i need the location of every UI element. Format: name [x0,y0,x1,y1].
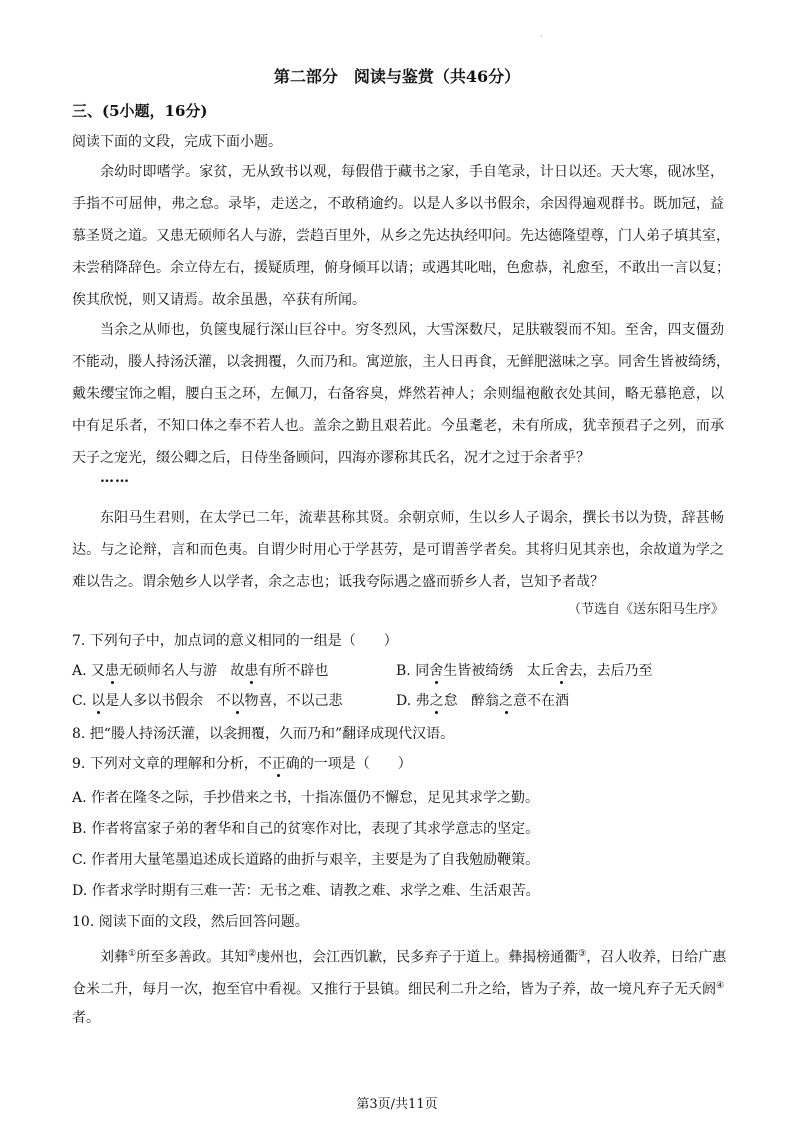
passage-line: 中有足乐者，不知口体之奉不若人也。盖余之勤且艰若此。今虽耄老，未有所成，犹幸预君子之列，而承 [72,418,724,434]
option-text: 有所不辟也 [258,663,329,679]
passage-line: 难以告之。谓余勉乡人以学者，余之志也；诋我夸际遇之盛而骄乡人者，岂知予者哉？ [72,574,604,590]
dotted-word: 之 [499,693,513,709]
option-text: 不 [216,693,231,709]
q9-option-c: C. 作者用大量笔墨追述成长道路的曲折与艰辛，主要是为了自我勉励鞭策。 [72,852,540,868]
dotted-word: 舍 [429,663,444,679]
passage-line [72,938,727,970]
option-label: D. [396,693,412,709]
q9-option-b: B. 作者将富家子弟的奢华和自己的贫寒作对比，表现了其求学意志的坚定。 [72,821,540,837]
q9-option-d: D. 作者求学时期有三难一苦：无书之难、请教之难、求学之难、生活艰苦。 [72,883,540,899]
option-text: 是人多以书假余 [105,693,204,709]
option-text: 物喜，不以己悲 [244,693,343,709]
passage-line: 达。与之论辩，言和而色夷。自谓少时用心于学甚劳，是可谓善学者矣。其将归见其亲也，余故道为学之 [72,542,724,558]
question-10-stem: 10. 阅读下面的文段，然后回答问题。 [72,914,309,930]
part-title: 第二部分 阅读与鉴赏（共46分） [273,67,521,86]
dotted-word: 不正确 [257,756,300,772]
passage-paragraph-1 [72,156,730,316]
q7-option-b [396,660,653,680]
footnote-marker: ② [248,949,257,959]
passage-line: 者。 [72,1010,100,1026]
option-label: A. [72,663,87,679]
option-text: 生皆被绮绣 [443,663,514,679]
passage-line: 戴朱缨宝饰之帽，腰白玉之环，左佩刀，右备容臭，烨然若神人；余则缊袍敝衣处其间，略无慕艳意，以 [72,386,724,402]
passage-text: 虔州也，会江西饥歉，民多弃子于道上。彝揭榜通衢 [256,949,579,966]
emphasis-dotted-text [258,756,300,772]
passage-line: 天子之宠光，缀公卿之后，日侍坐备顾问，四海亦谬称其氏名，况才之过于余者乎？ [72,450,590,466]
dotted-word: 患 [105,663,120,679]
option-label: B. [396,663,411,679]
passage-text: ，召人收养，日给广惠 [586,949,727,966]
section-heading: 三、(5小题，16分) [72,102,208,120]
dotted-word: 以 [91,693,106,709]
passage-text: 仓米二升，每月一次，抱至官中看视。又推行于县镇。细民利二升之给，皆为子养，故一境凡弃子无夭阏 [72,981,716,998]
option-text: 醉翁 [471,693,499,709]
option-label: C. [72,693,87,709]
passage-line [72,970,724,1002]
source-citation: （节选自《送东阳马生序》 [567,602,724,617]
q7-option-c [72,690,342,710]
dotted-word: 舍 [554,663,569,679]
footnote-marker: ① [128,949,137,959]
footnote-marker: ④ [716,981,725,991]
passage-paragraph-2 [72,314,730,474]
option-text: 意不在酒 [513,693,569,709]
passage-line: 东阳马生君则，在太学已二年，流辈甚称其贤。余朝京师，生以乡人子谒余，撰长书以为贽，辞甚畅 [100,510,724,526]
passage-paragraph-3 [72,502,724,598]
passage-line: 手指不可屈伸，弗之怠。录毕，走送之，不敢稍逾约。以是人多以书假余，余因得遍观群书。既加冠，益 [72,196,724,212]
q7-option-d [396,690,569,710]
page-footer: 第3页/共11页 [356,1097,438,1112]
passage-line: 俟其欣悦，则又请焉。故余虽愚，卒获有所闻。 [72,292,366,308]
footnote-marker: ③ [578,949,587,959]
option-text: 又 [91,663,106,679]
option-text: 无硕师名人与游 [119,663,218,679]
passage-line: 不能动，媵人持汤沃灌，以衾拥覆，久而乃和。寓逆旅，主人日再食，无鲜肥滋味之享。同舍生皆被绮绣， [72,354,730,370]
option-text: 弗 [415,693,430,709]
question-8-stem: 8. 把“媵人持汤沃灌，以衾拥覆，久而乃和”翻译成现代汉语。 [72,726,455,742]
option-text: 怠 [443,693,458,709]
dotted-word: 以 [230,693,245,709]
question-7-stem: 7. 下列句子中，加点词的意义相同的一组是（ ） [72,633,398,649]
option-text: 太丘 [526,663,555,679]
question-9-stem [72,753,412,773]
passage-text: 所至多善政。其知 [136,949,249,966]
option-text: 同 [415,663,430,679]
instruction: 阅读下面的文段，完成下面小题。 [72,134,282,150]
q10-passage [72,938,727,1034]
corner-mark: · [540,32,543,41]
option-text: 去，去后乃至 [568,663,653,679]
q9-option-a: A. 作者在隆冬之际，手抄借来之书，十指冻僵仍不懈怠，足见其求学之勤。 [72,790,540,806]
dotted-word: 患 [244,663,259,679]
passage-line: 当余之从师也，负箧曳屣行深山巨谷中。穷冬烈风，大雪深数尺，足肤皲裂而不知。至舍，四支僵劲 [100,322,724,338]
dotted-word: 之 [429,693,444,709]
option-text: 故 [230,663,245,679]
question-text: 9. 下列对文章的理解和分析， [72,756,258,772]
q7-option-a [72,660,328,680]
passage-text: 刘彝 [100,949,128,966]
ellipsis: …… [100,470,130,486]
passage-line: 未尝稍降辞色。余立侍左右，援疑质理，俯身倾耳以请；或遇其叱咄，色愈恭，礼愈至，不敢出一言以复； [72,260,730,276]
question-text: 的一项是（ ） [299,756,412,772]
passage-line: 慕圣贤之道。又患无硕师名人与游，尝趋百里外，从乡之先达执经叩问。先达德隆望尊，门人弟子填其室， [72,228,730,244]
passage-line: 余幼时即嗜学。家贫，无从致书以观，每假借于藏书之家，手自笔录，计日以还。天大寒，砚冰坚， [100,164,724,180]
